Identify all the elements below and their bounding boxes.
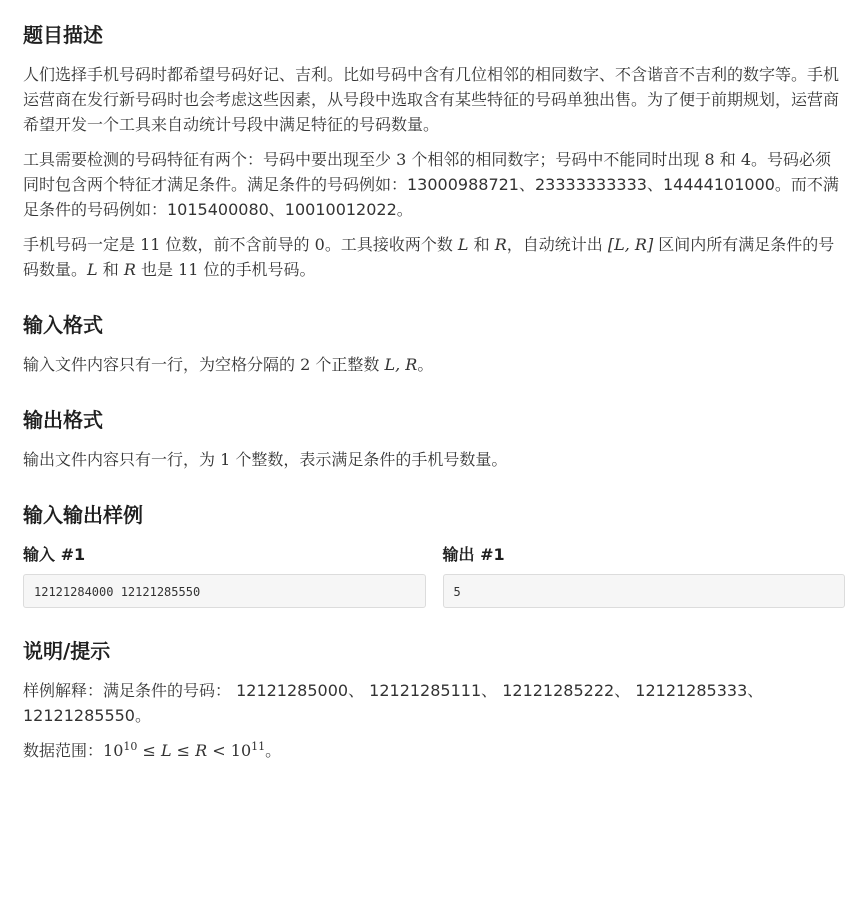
description-paragraph-1: 人们选择手机号码时都希望号码好记、吉利。比如号码中含有几位相邻的相同数字、不含谐音不吉利的数字等。手机运营商在发行新号码时也会考虑这些因素，从号段中选取含有某些特征的号码单独出售。为了便于前期规划，运营商希望开发一个工具来自动统计号段中满足特征的号码数量。 xyxy=(23,65,840,134)
sample-output-code[interactable]: 5 xyxy=(443,574,846,608)
input-format-text: 输入文件内容只有一行，为空格分隔的 2 个正整数 L, R。 xyxy=(23,355,434,374)
sample-output xyxy=(443,544,846,608)
input-format-title: 输入格式 xyxy=(23,313,103,337)
output-format-section xyxy=(23,403,845,472)
output-format-title: 输出格式 xyxy=(23,408,103,432)
hint-range: 数据范围：$10^{10} \le L \le R < 10^{11}$。 xyxy=(23,740,282,760)
sample-input-code[interactable]: 12121284000 12121285550 xyxy=(23,574,426,608)
hint-explanation: 样例解释：满足条件的号码： 12121285000、 12121285111、 12121285222、 12121285333、 12121285550。 xyxy=(23,681,764,725)
description-paragraph-2: 工具需要检测的号码特征有两个：号码中要出现至少 3 个相邻的相同数字；号码中不能同时出现 8 和 4。号码必须同时包含两个特征才满足条件。满足条件的号码例如：13000988721、23333333333、14444101000。而不满足条件的号码例如：1015400080、10010012022。 xyxy=(23,150,839,219)
sample-input-label: 输入 #1 xyxy=(23,545,86,564)
hint-title: 说明/提示 xyxy=(23,639,111,663)
samples-title: 输入输出样例 xyxy=(23,503,143,527)
input-format-section xyxy=(23,308,845,377)
hint-section xyxy=(23,634,845,763)
description-section xyxy=(23,18,845,282)
output-format-text: 输出文件内容只有一行，为 1 个整数，表示满足条件的手机号数量。 xyxy=(23,450,508,469)
description-paragraph-3: 手机号码一定是 11 位数，前不含前导的 0。工具接收两个数 L 和 R，自动统计出 [L, R] 区间内所有满足条件的号码数量。L 和 R 也是 11 位的手机号码。 xyxy=(23,235,835,279)
description-title: 题目描述 xyxy=(23,23,103,47)
sample-output-label: 输出 #1 xyxy=(442,545,505,564)
samples-section xyxy=(23,498,845,608)
sample-input xyxy=(23,544,426,608)
